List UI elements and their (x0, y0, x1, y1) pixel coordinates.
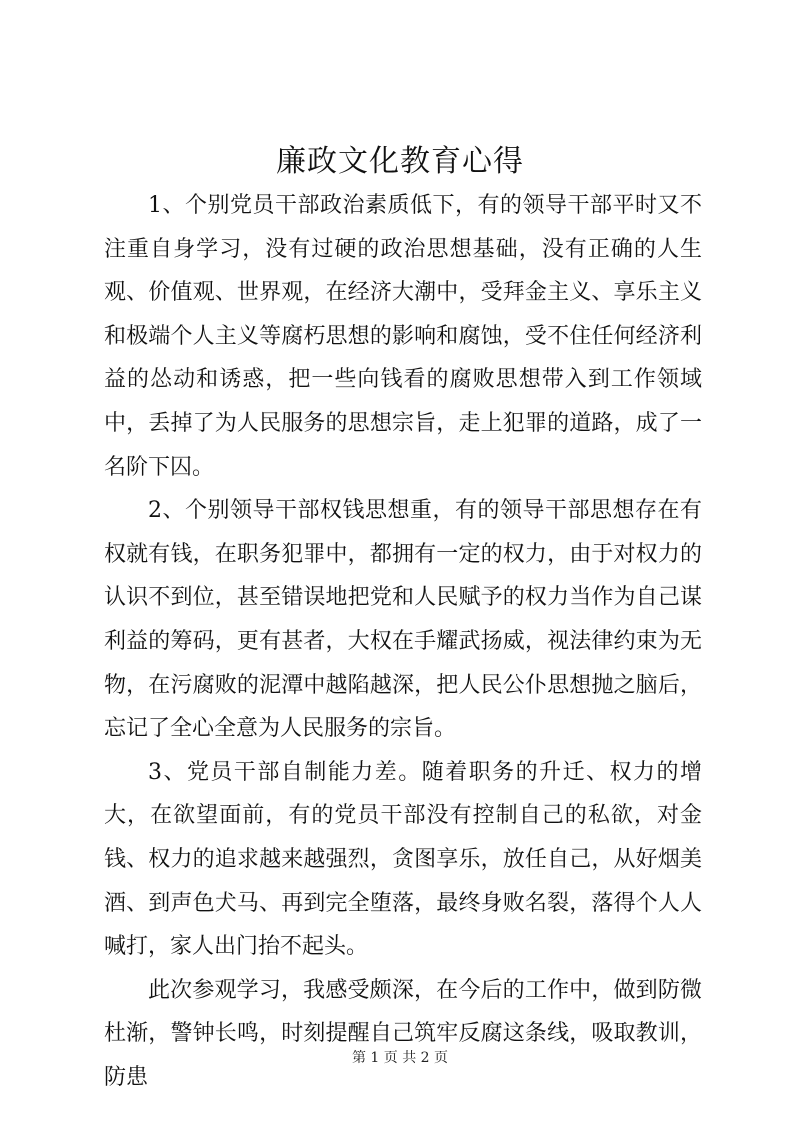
document-body (104, 184, 702, 1099)
document-title: 廉政文化教育心得 (276, 144, 524, 179)
paragraph-2: 2、个别领导干部权钱思想重，有的领导干部思想存在有权就有钱，在职务犯罪中，都拥有一定的权力，由于对权力的认识不到位，甚至错误地把党和人民赋予的权力当作为自己谋利益的筹码，更有甚者，大权在手耀武扬威，视法律约束为无物，在污腐败的泥潭中越陷越深，把人民公仆思想抛之脑后，忘记了全心全意为人民服务的宗旨。 (104, 498, 702, 742)
paragraph-1: 1、个别党员干部政治素质低下，有的领导干部平时又不注重自身学习，没有过硬的政治思想基础，没有正确的人生观、价值观、世界观，在经济大潮中，受拜金主义、享乐主义和极端个人主义等腐朽思想的影响和腐蚀，受不住任何经济利益的怂动和诱惑，把一些向钱看的腐败思想带入到工作领域中，丢掉了为人民服务的思想宗旨，走上犯罪的道路，成了一名阶下囚。 (104, 193, 702, 480)
paragraph-4: 此次参观学习，我感受颇深，在今后的工作中，做到防微杜渐，警钟长鸣，时刻提醒自己筑牢反腐这条线，吸取教训，防患 (104, 977, 702, 1090)
page-number-footer: 第 1 页 共 2 页 (351, 1050, 449, 1066)
paragraph-3: 3、党员干部自制能力差。随着职务的升迁、权力的增大，在欲望面前，有的党员干部没有控制自己的私欲，对金钱、权力的追求越来越强烈，贪图享乐，放任自己，从好烟美酒、到声色犬马、再到完全堕落，最终身败名裂，落得个人人喊打，家人出门抬不起头。 (104, 759, 702, 960)
